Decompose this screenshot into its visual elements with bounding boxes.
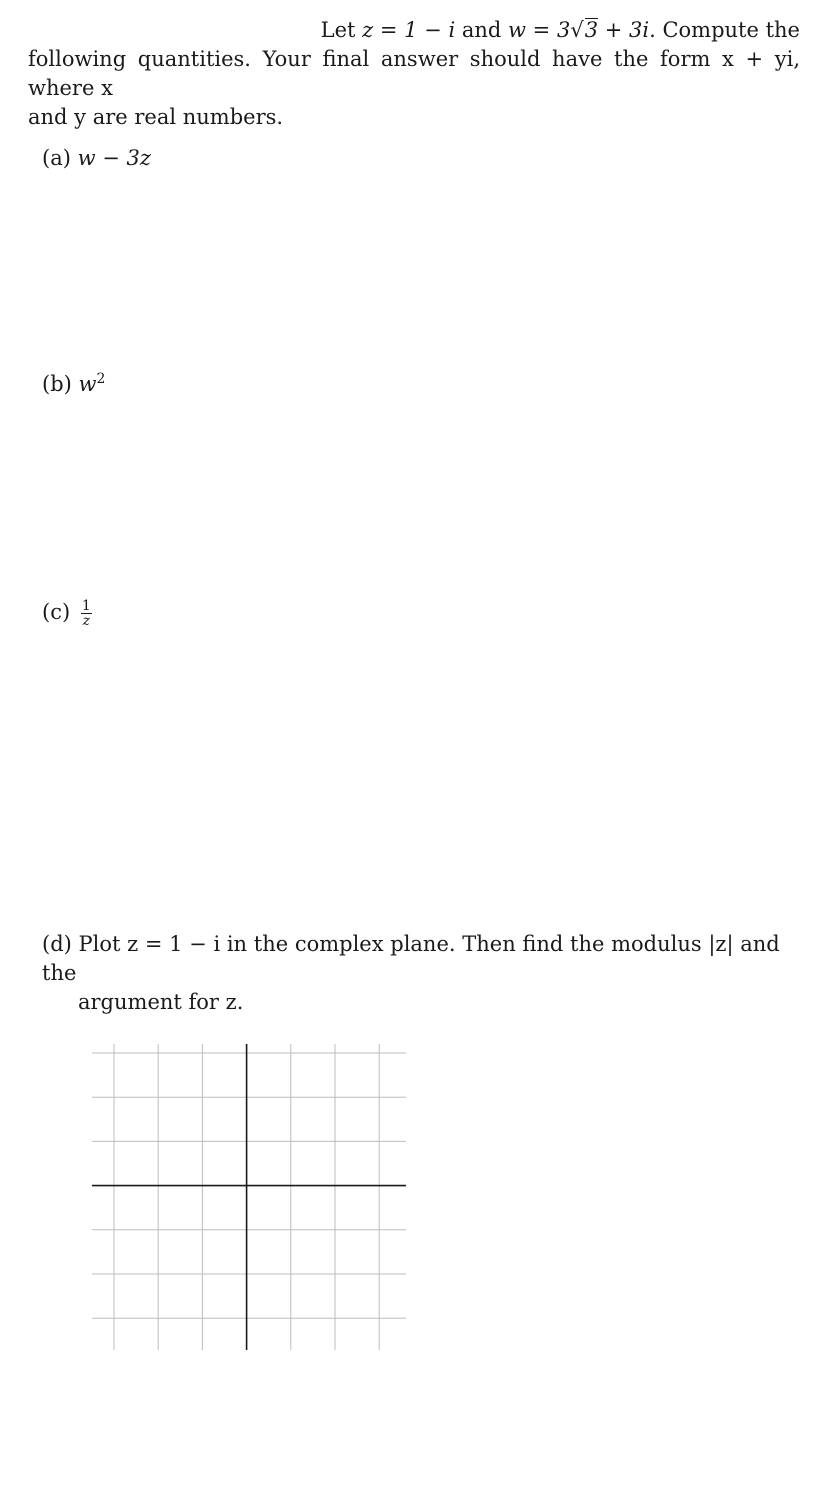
intro-line-2: following quantities. Your final answer should have the form x + yi, where x bbox=[28, 47, 800, 100]
complex-plane-grid bbox=[92, 1044, 408, 1352]
intro-and: and bbox=[455, 18, 509, 42]
problem-c-label: (c) bbox=[42, 600, 71, 624]
problem-c bbox=[42, 598, 92, 628]
intro-let: Let bbox=[320, 18, 363, 42]
fraction-numerator: 1 bbox=[81, 598, 91, 614]
problem-d bbox=[42, 930, 802, 1017]
w-def-radicand: 3 bbox=[584, 18, 599, 42]
w-def-start: w = 3√ bbox=[508, 18, 584, 42]
problem-c-fraction bbox=[81, 599, 92, 628]
problem-b bbox=[42, 370, 105, 399]
grid-lines bbox=[92, 1044, 406, 1350]
problem-b-label: (b) bbox=[42, 372, 72, 396]
intro-line-3: and y are real numbers. bbox=[28, 105, 284, 129]
problem-d-text-2: argument for z. bbox=[78, 990, 244, 1014]
w-def-end: + 3i bbox=[598, 18, 650, 42]
problem-b-exponent: 2 bbox=[96, 371, 106, 387]
problem-a bbox=[42, 144, 151, 173]
z-definition: z = 1 − i bbox=[362, 18, 456, 42]
grid-axes bbox=[92, 1044, 406, 1350]
problem-intro bbox=[28, 16, 800, 132]
fraction-denominator: z bbox=[82, 613, 90, 629]
problem-b-base: w bbox=[78, 372, 97, 396]
intro-compute: . Compute the bbox=[649, 18, 800, 42]
w-definition bbox=[508, 18, 649, 42]
problem-d-text-1: Plot z = 1 − i in the complex plane. Then find the modulus |z| and the bbox=[42, 932, 780, 985]
problem-a-label: (a) bbox=[42, 146, 71, 170]
problem-d-label: (d) bbox=[42, 932, 72, 956]
problem-a-expr: w − 3z bbox=[77, 146, 151, 170]
intro-line-1 bbox=[28, 16, 800, 45]
